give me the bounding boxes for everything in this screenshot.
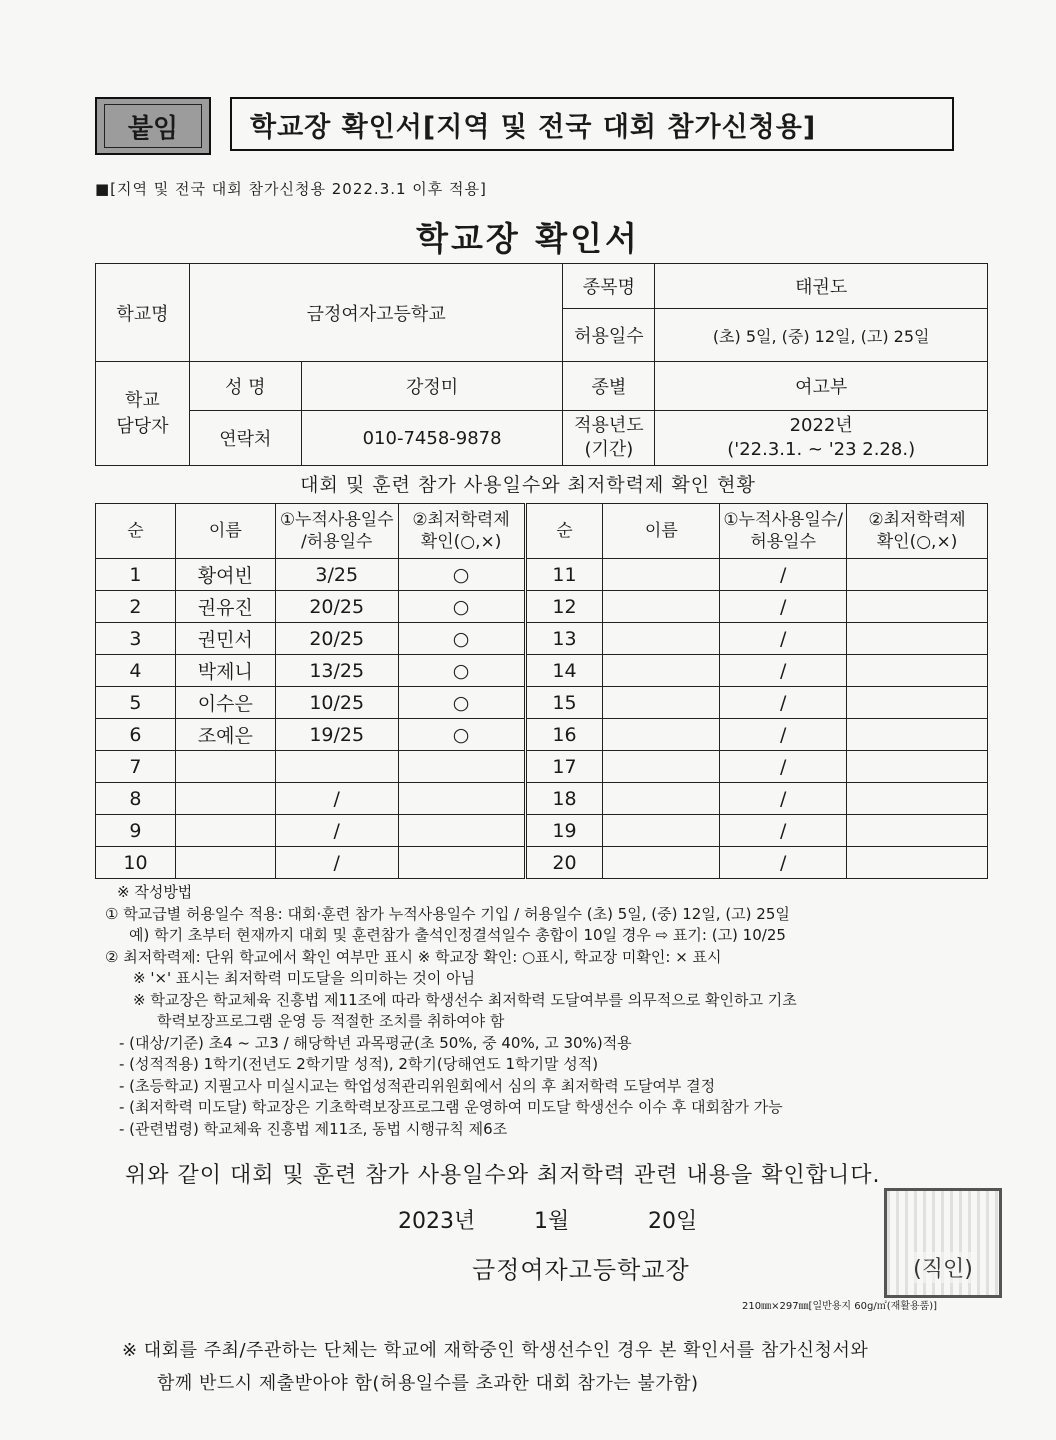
row-number: 1 xyxy=(96,559,176,591)
year-label: 적용년도 (기간) xyxy=(563,411,655,466)
student-name xyxy=(603,559,720,591)
row-number: 7 xyxy=(96,751,176,783)
student-name xyxy=(603,719,720,751)
table-row xyxy=(96,559,988,591)
col-header-no: 순 xyxy=(96,504,176,559)
row-number: 18 xyxy=(525,783,603,815)
info-table xyxy=(95,263,988,466)
table-row xyxy=(96,655,988,687)
instruction-line: - (대상/기준) 초4 ~ 고3 / 해당학년 과목평균(초 50%, 중 40%, 고 30%)적용 xyxy=(119,1033,632,1052)
used-days: / xyxy=(720,655,847,687)
school-label: 학교명 xyxy=(96,264,190,362)
academic-check xyxy=(847,591,988,623)
division-label: 종별 xyxy=(563,362,655,411)
student-name: 조예은 xyxy=(175,719,275,751)
instruction-line: 학력보장프로그램 운영 등 적절한 조치를 취하여야 함 xyxy=(157,1012,505,1030)
table-row xyxy=(96,751,988,783)
confirmation-statement: 위와 같이 대회 및 훈련 참가 사용일수와 최저학력 관련 내용을 확인합니다. xyxy=(125,1163,881,1188)
used-days: 13/25 xyxy=(275,655,398,687)
seal-label: (직인) xyxy=(913,1252,973,1283)
used-days xyxy=(275,751,398,783)
table-row xyxy=(96,591,988,623)
instruction-line: - (초등학교) 지필고사 미실시교는 학업성적관리위원회에서 심의 후 최저학력 도달여부 결정 xyxy=(119,1076,716,1095)
instruction-line: ※ '×' 표시는 최저학력 미도달을 의미하는 것이 아님 xyxy=(133,969,476,987)
academic-check xyxy=(398,751,525,783)
student-name xyxy=(603,591,720,623)
row-number: 6 xyxy=(96,719,176,751)
event-label: 종목명 xyxy=(563,264,655,309)
table-row xyxy=(96,719,988,751)
col-header-name-2: 이름 xyxy=(603,504,720,559)
student-name: 박제니 xyxy=(175,655,275,687)
student-name xyxy=(603,783,720,815)
row-number: 13 xyxy=(525,623,603,655)
contact-value: 010-7458-9878 xyxy=(301,411,563,466)
used-days: 19/25 xyxy=(275,719,398,751)
academic-check: ○ xyxy=(398,591,525,623)
student-name xyxy=(175,783,275,815)
used-days: 10/25 xyxy=(275,687,398,719)
used-days: / xyxy=(720,815,847,847)
row-number: 8 xyxy=(96,783,176,815)
table-row xyxy=(96,847,988,879)
row-number: 4 xyxy=(96,655,176,687)
footer-note-line-1: ※ 대회를 주최/주관하는 단체는 학교에 재학중인 학생선수인 경우 본 확인서를 참가신청서와 xyxy=(122,1340,869,1361)
school-value: 금정여자고등학교 xyxy=(189,264,563,362)
instruction-line: - (성적적용) 1학기(전년도 2학기말 성적), 2학기(당해연도 1학기말 성적) xyxy=(119,1055,599,1073)
row-number: 15 xyxy=(525,687,603,719)
academic-check xyxy=(847,655,988,687)
page-title: 학교장 확인서 xyxy=(416,219,640,258)
name-label: 성 명 xyxy=(189,362,301,411)
academic-check: ○ xyxy=(398,655,525,687)
row-number: 14 xyxy=(525,655,603,687)
academic-check xyxy=(398,815,525,847)
col-header-academic-2: ②최저학력제 확인(○,×) xyxy=(847,504,988,559)
used-days: / xyxy=(720,783,847,815)
col-header-no-2: 순 xyxy=(525,504,603,559)
table-row xyxy=(96,687,988,719)
student-name xyxy=(603,623,720,655)
used-days: / xyxy=(275,847,398,879)
used-days: / xyxy=(720,623,847,655)
instruction-line: ② 최저학력제: 단위 학교에서 확인 여부만 표시 ※ 학교장 확인: ○표시, 학교장 미확인: × 표시 xyxy=(105,947,722,966)
allowed-value: (초) 5일, (중) 12일, (고) 25일 xyxy=(655,309,988,362)
row-number: 2 xyxy=(96,591,176,623)
student-name xyxy=(603,847,720,879)
participant-table xyxy=(95,503,988,879)
row-number: 11 xyxy=(525,559,603,591)
date-month: 1월 xyxy=(534,1209,570,1234)
col-header-academic: ②최저학력제 확인(○,×) xyxy=(398,504,525,559)
col-header-name: 이름 xyxy=(175,504,275,559)
contact-label: 연락처 xyxy=(189,411,301,466)
used-days: / xyxy=(720,719,847,751)
col-header-days: ①누적사용일수 /허용일수 xyxy=(275,504,398,559)
instruction-line: ① 학교급별 허용일수 적용: 대회·훈련 참가 누적사용일수 기입 / 허용일수 (초) 5일, (중) 12일, (고) 25일 xyxy=(105,904,790,923)
instruction-line: 예) 학기 초부터 현재까지 대회 및 훈련참가 출석인정결석일수 총합이 10일 경우 ⇨ 표기: (고) 10/25 xyxy=(129,926,786,944)
student-name xyxy=(175,815,275,847)
division-value: 여고부 xyxy=(655,362,988,411)
academic-check xyxy=(398,847,525,879)
row-number: 16 xyxy=(525,719,603,751)
used-days: / xyxy=(720,751,847,783)
document-banner: 학교장 확인서[지역 및 전국 대회 참가신청용] xyxy=(230,97,954,151)
academic-check xyxy=(847,559,988,591)
attachment-tag-label: 붙임 xyxy=(104,104,202,148)
academic-check: ○ xyxy=(398,623,525,655)
row-number: 19 xyxy=(525,815,603,847)
student-name: 황여빈 xyxy=(175,559,275,591)
used-days: 3/25 xyxy=(275,559,398,591)
table-row xyxy=(96,783,988,815)
used-days: / xyxy=(720,559,847,591)
student-name xyxy=(603,815,720,847)
principal-name: 금정여자고등학교장 xyxy=(472,1256,690,1284)
academic-check xyxy=(847,751,988,783)
instruction-line: - (관련법령) 학교체육 진흥법 제11조, 동법 시행규칙 제6조 xyxy=(119,1119,508,1138)
student-name xyxy=(175,751,275,783)
student-name: 권민서 xyxy=(175,623,275,655)
instruction-heading: ※ 작성방법 xyxy=(117,883,193,901)
instructions xyxy=(105,882,1005,1140)
student-name xyxy=(603,751,720,783)
manager-label: 학교 담당자 xyxy=(96,362,190,466)
academic-check xyxy=(847,623,988,655)
allowed-label: 허용일수 xyxy=(563,309,655,362)
row-number: 5 xyxy=(96,687,176,719)
row-number: 20 xyxy=(525,847,603,879)
attachment-tag xyxy=(95,97,211,155)
date-year: 2023년 xyxy=(398,1209,476,1234)
academic-check xyxy=(398,783,525,815)
official-seal xyxy=(884,1188,1002,1298)
name-value: 강정미 xyxy=(301,362,563,411)
instruction-line: ※ 학교장은 학교체육 진흥법 제11조에 따라 학생선수 최저학력 도달여부를 의무적으로 확인하고 기초 xyxy=(133,990,797,1009)
academic-check xyxy=(847,847,988,879)
used-days: / xyxy=(275,815,398,847)
footer-note-line-2: 함께 반드시 제출받아야 함(허용일수를 초과한 대회 참가는 불가함) xyxy=(157,1373,699,1394)
instruction-line: - (최저학력 미도달) 학교장은 기초학력보장프로그램 운영하여 미도달 학생선수 이수 후 대회참가 가능 xyxy=(119,1098,783,1116)
used-days: / xyxy=(720,847,847,879)
academic-check: ○ xyxy=(398,719,525,751)
date-day: 20일 xyxy=(648,1209,698,1234)
table-row xyxy=(96,623,988,655)
row-number: 17 xyxy=(525,751,603,783)
student-name: 이수은 xyxy=(175,687,275,719)
student-name xyxy=(603,655,720,687)
student-name: 권유진 xyxy=(175,591,275,623)
row-number: 3 xyxy=(96,623,176,655)
used-days: / xyxy=(720,687,847,719)
used-days: / xyxy=(720,591,847,623)
academic-check xyxy=(847,783,988,815)
table-row xyxy=(96,815,988,847)
academic-check xyxy=(847,815,988,847)
event-value: 태권도 xyxy=(655,264,988,309)
student-name xyxy=(603,687,720,719)
academic-check xyxy=(847,719,988,751)
row-number: 10 xyxy=(96,847,176,879)
used-days: / xyxy=(275,783,398,815)
academic-check: ○ xyxy=(398,559,525,591)
student-name xyxy=(175,847,275,879)
academic-check xyxy=(847,687,988,719)
year-value: 2022년 ('22.3.1. ~ '23 2.28.) xyxy=(655,411,988,466)
paper-spec-note: 210㎜×297㎜[일반용지 60g/㎡(재활용품)] xyxy=(742,1301,938,1312)
used-days: 20/25 xyxy=(275,623,398,655)
applicability-note: ■[지역 및 전국 대회 참가신청용 2022.3.1 이후 적용] xyxy=(95,180,487,198)
academic-check: ○ xyxy=(398,687,525,719)
row-number: 12 xyxy=(525,591,603,623)
status-title: 대회 및 훈련 참가 사용일수와 최저학력제 확인 현황 xyxy=(300,474,756,496)
col-header-days-2: ①누적사용일수/ 허용일수 xyxy=(720,504,847,559)
used-days: 20/25 xyxy=(275,591,398,623)
row-number: 9 xyxy=(96,815,176,847)
